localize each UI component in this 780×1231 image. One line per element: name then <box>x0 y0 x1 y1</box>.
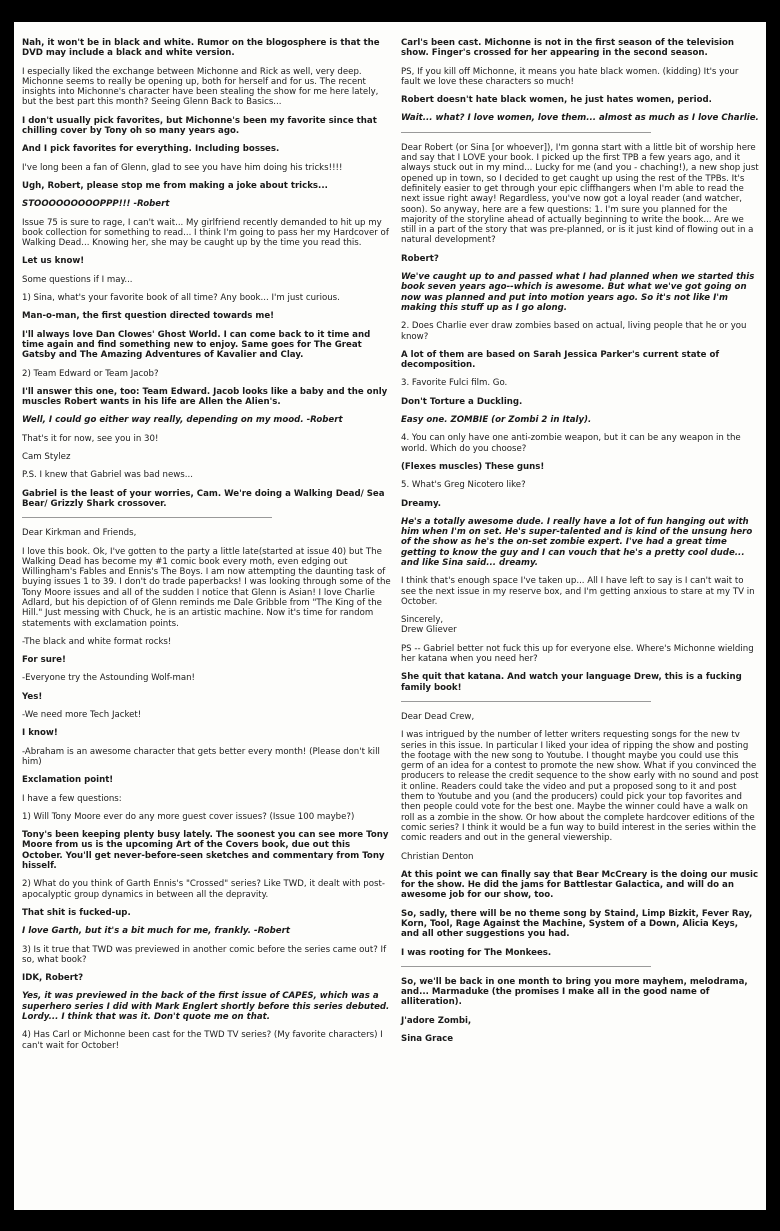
editor-reply: We've caught up to and passed what I had planned when we started this book seven years ago--which is awesome. But what we've got going on now was planned and put into motion years ago. So it's not like I'm making this stuff up as I go along. <box>401 272 755 313</box>
letter-paragraph: Issue 75 is sure to rage, I can't wait... My girlfriend recently demanded to hit up my book collection for something to read... I think I'm going to pass her my Hardcover of Walking Dead... Knowing her, she may be caught up by the time you read this. <box>22 217 389 249</box>
letter-paragraph: I have a few questions: <box>22 793 122 804</box>
editor-reply: Yes! <box>22 691 43 702</box>
editor-reply: Easy one. ZOMBIE (or Zombi 2 in Italy). <box>401 415 592 426</box>
letter-paragraph: Dear Robert (or Sina [or whoever]), I'm gonna start with a little bit of worship here and say that I LOVE your book. I picked up the first TPB a few years ago, and it always stuck out in my mind... Lucky for me (and you - chaching!), a new shop just opened up in town, so I decided to get caught up using the rest of the TPBs. It's definitely easier to get through your epic cliffhangers when I'm able to read the next issue right away! Regardless, you've now got a loyal reader (and watcher, soon). So anyway, here are a few questions: 1. I'm sure you planned for the majority of the storyline ahead of actually beginning to write the book... Are we still in a part of the story that was pre-planned, or is it just kind of flowing out in a natural development? <box>401 142 759 246</box>
section-divider <box>401 966 651 967</box>
letter-paragraph: Dear Kirkman and Friends, <box>22 528 137 539</box>
letter-paragraph: -We need more Tech Jacket! <box>22 710 142 721</box>
letter-paragraph: I think that's enough space I've taken up... All I have left to say is I can't wait to see the next issue in my reserve box, and I'm getting anxious to stare at my TV in October. <box>401 576 755 607</box>
editor-reply: Nah, it won't be in black and white. Rumor on the blogosphere is that the DVD may include a black and white version. <box>22 38 380 59</box>
letter-paragraph: 5. What's Greg Nicotero like? <box>401 480 526 491</box>
section-divider <box>401 701 651 702</box>
letter-paragraph: I love this book. Ok, I've gotten to the party a little late(started at issue 40) but The Walking Dead has become my #1 comic book every moth, even edging out Willingham's Fables and Ennis's The Boys. I am now attempting the daunting task of buying issues 1 to 39. I don't do trade paperbacks! I was looking through some of the Tony Moore issues and all of the sudden I notice that Glenn is Asian! I love Charlie Adlard, but his depiction of of Glenn reminds me Dale Gribble from "The King of the Hill." Just messing with Chuck, he is an artistic machine. Now it's time for random statements with exclamation points. <box>22 546 391 629</box>
editor-reply: Sina Grace <box>401 1034 454 1045</box>
letter-paragraph: That's it for now, see you in 30! <box>22 433 159 444</box>
right-column <box>401 38 759 1052</box>
letter-paragraph: Cam Stylez <box>22 452 71 463</box>
letter-paragraph: -Everyone try the Astounding Wolf-man! <box>22 673 195 684</box>
editor-reply: Tony's been keeping plenty busy lately. The soonest you can see more Tony Moore from us is the upcoming Art of the Covers book, due out this October. You'll get never-before-seen sketches and commentary from Tony hisself. <box>22 830 389 872</box>
letter-paragraph: Dear Dead Crew, <box>401 711 475 722</box>
letter-paragraph: 1) Will Tony Moore ever do any more guest cover issues? (Issue 100 maybe?) <box>22 811 355 822</box>
letter-paragraph: 2. Does Charlie ever draw zombies based on actual, living people that he or you know? <box>401 321 747 342</box>
editor-reply: Exclamation point! <box>22 775 114 786</box>
section-divider <box>22 517 272 518</box>
editor-reply: She quit that katana. And watch your language Drew, this is a fucking family book! <box>401 672 742 693</box>
letter-paragraph: PS -- Gabriel better not fuck this up for everyone else. Where's Michonne wielding her katana when you need her? <box>401 643 754 665</box>
editor-reply: I love Garth, but it's a bit much for me, frankly. -Robert <box>22 926 290 937</box>
editor-reply: Gabriel is the least of your worries, Cam. We're doing a Walking Dead/ Sea Bear/ Grizzly Shark crossover. <box>22 488 385 509</box>
letter-paragraph: P.S. I knew that Gabriel was bad news... <box>22 470 193 481</box>
letter-paragraph: Some questions if I may... <box>22 274 133 285</box>
letter-paragraph: 3. Favorite Fulci film. Go. <box>401 378 508 389</box>
left-column <box>22 38 392 1059</box>
editor-reply: IDK, Robert? <box>22 973 84 984</box>
editor-reply: A lot of them are based on Sarah Jessica Parker's current state of decomposition. <box>401 349 720 371</box>
letter-paragraph: -Abraham is an awesome character that gets better every month! (Please don't kill him) <box>22 746 380 767</box>
editor-reply: Wait... what? I love women, love them... almost as much as I love Charlie. <box>401 113 759 124</box>
editor-reply: That shit is fucked-up. <box>22 907 131 918</box>
letter-paragraph: 3) Is it true that TWD was previewed in another comic before the series came out? If so, what book? <box>22 944 387 965</box>
editor-reply: I don't usually pick favorites, but Michonne's been my favorite since that chilling cover by Tony oh so many years ago. <box>22 115 377 137</box>
editor-reply: Robert doesn't hate black women, he just hates women, period. <box>401 95 712 106</box>
letter-paragraph: PS, If you kill off Michonne, it means you hate black women. (kidding) It's your fault we love these characters so much! <box>401 66 739 87</box>
editor-reply: J'adore Zombi, <box>401 1015 472 1026</box>
editor-reply: Man-o-man, the first question directed towards me! <box>22 311 275 322</box>
letter-paragraph: 4. You can only have one anti-zombie weapon, but it can be any weapon in the world. Which do you choose? <box>401 433 741 454</box>
letter-paragraph: 4) Has Carl or Michonne been cast for the TWD TV series? (My favorite characters) I can't wait for October! <box>22 1030 383 1051</box>
letter-paragraph: 2) Team Edward or Team Jacob? <box>22 368 159 379</box>
editor-reply: I'll answer this one, too: Team Edward. Jacob looks like a baby and the only muscles Robert wants in his life are Allen the Alien's. <box>22 386 388 408</box>
letter-paragraph: I've long been a fan of Glenn, glad to see you have him doing his tricks!!!! <box>22 162 343 173</box>
editor-reply: STOOOOOOOOOPPP!!! -Robert <box>22 199 170 210</box>
editor-reply: He's a totally awesome dude. I really have a lot of fun hanging out with him when I'm on set. He's super-talented and is kind of the unsung hero of the show as he's the on-set zombie expert. I've had a great time getting to know the guy and I can vouch that he's a pretty cool dude... and like Sina said... dreamy. <box>401 516 753 568</box>
letters-page <box>14 22 766 1210</box>
editor-reply: Well, I could go either way really, depending on my mood. -Robert <box>22 415 343 426</box>
editor-reply: Dreamy. <box>401 498 442 509</box>
editor-reply: For sure! <box>22 655 66 666</box>
editor-reply: So, sadly, there will be no theme song by Staind, Limp Bizkit, Fever Ray, Korn, Tool, Rage Against the Machine, System of a Down, Alicia Keys, and all other suggestions you had. <box>401 908 753 940</box>
letter-paragraph: -The black and white format rocks! <box>22 636 172 647</box>
editor-reply: At this point we can finally say that Bear McCreary is the doing our music for the show. He did the jams for Battlestar Galactica, and will do an awesome job for our show, too. <box>401 869 759 901</box>
letter-paragraph: 1) Sina, what's your favorite book of all time? Any book... I'm just curious. <box>22 293 340 304</box>
editor-reply: Carl's been cast. Michonne is not in the first season of the television show. Finger's crossed for her appearing in the second season. <box>401 38 734 59</box>
letter-paragraph: 2) What do you think of Garth Ennis's "Crossed" series? Like TWD, it dealt with post-apocalyptic group dynamics in between all the depravity. <box>22 879 385 900</box>
section-divider <box>401 132 651 133</box>
editor-reply: Robert? <box>401 253 439 264</box>
letter-paragraph: Christian Denton <box>401 851 474 862</box>
editor-reply: So, we'll be back in one month to bring you more mayhem, melodrama, and... Marmaduke (the promises I make all in the good name of alliteration). <box>401 976 748 1008</box>
editor-reply: Don't Torture a Duckling. <box>401 396 523 407</box>
letter-paragraph: I especially liked the exchange between Michonne and Rick as well, very deep. Michonne seems to really be opening up, both for herself and for us. The recent insights into Michonne's character have been stealing the show for me here lately, but the best part this month? Seeing Glenn Back to Basics... <box>22 66 379 108</box>
editor-reply: (Flexes muscles) These guns! <box>401 461 545 472</box>
letter-paragraph: I was intrigued by the number of letter writers requesting songs for the new tv series in this issue. In particular I liked your idea of ripping the show and posting the footage with the new song to Youtube. I thought maybe you could use this germ of an idea for a contest to promote the new show. What if you convinced the producers to release the credit sequence to the show early with no sound and post it online. Readers could take the video and put a proposed song to it and post them to Youtube and you (and the producers) could pick your top favorites and then people could vote for the best one. Maybe the winner could have a walk on roll as a zombie in the show. Or how about the complete hardcover editions of the comic series? I think it would be a fun way to build interest in the series within the comic readers and out in the general viewership. <box>401 730 759 844</box>
editor-reply: And I pick favorites for everything. Including bosses. <box>22 144 280 155</box>
editor-reply: Ugh, Robert, please stop me from making a joke about tricks... <box>22 180 328 191</box>
editor-reply: Yes, it was previewed in the back of the first issue of CAPES, which was a superhero series I did with Mark Englert shortly before this series debuted. Lordy... I think that was it. Don't quote me on that. <box>22 991 390 1022</box>
editor-reply: I'll always love Dan Clowes' Ghost World. I can come back to it time and time again and find something new to enjoy. Same goes for The Great Gatsby and The Amazing Adventures of Kavalier and Clay. <box>22 329 371 361</box>
letter-paragraph: Sincerely, Drew Gliever <box>401 615 457 636</box>
editor-reply: Let us know! <box>22 256 85 267</box>
editor-reply: I know! <box>22 728 58 739</box>
editor-reply: I was rooting for The Monkees. <box>401 947 552 958</box>
